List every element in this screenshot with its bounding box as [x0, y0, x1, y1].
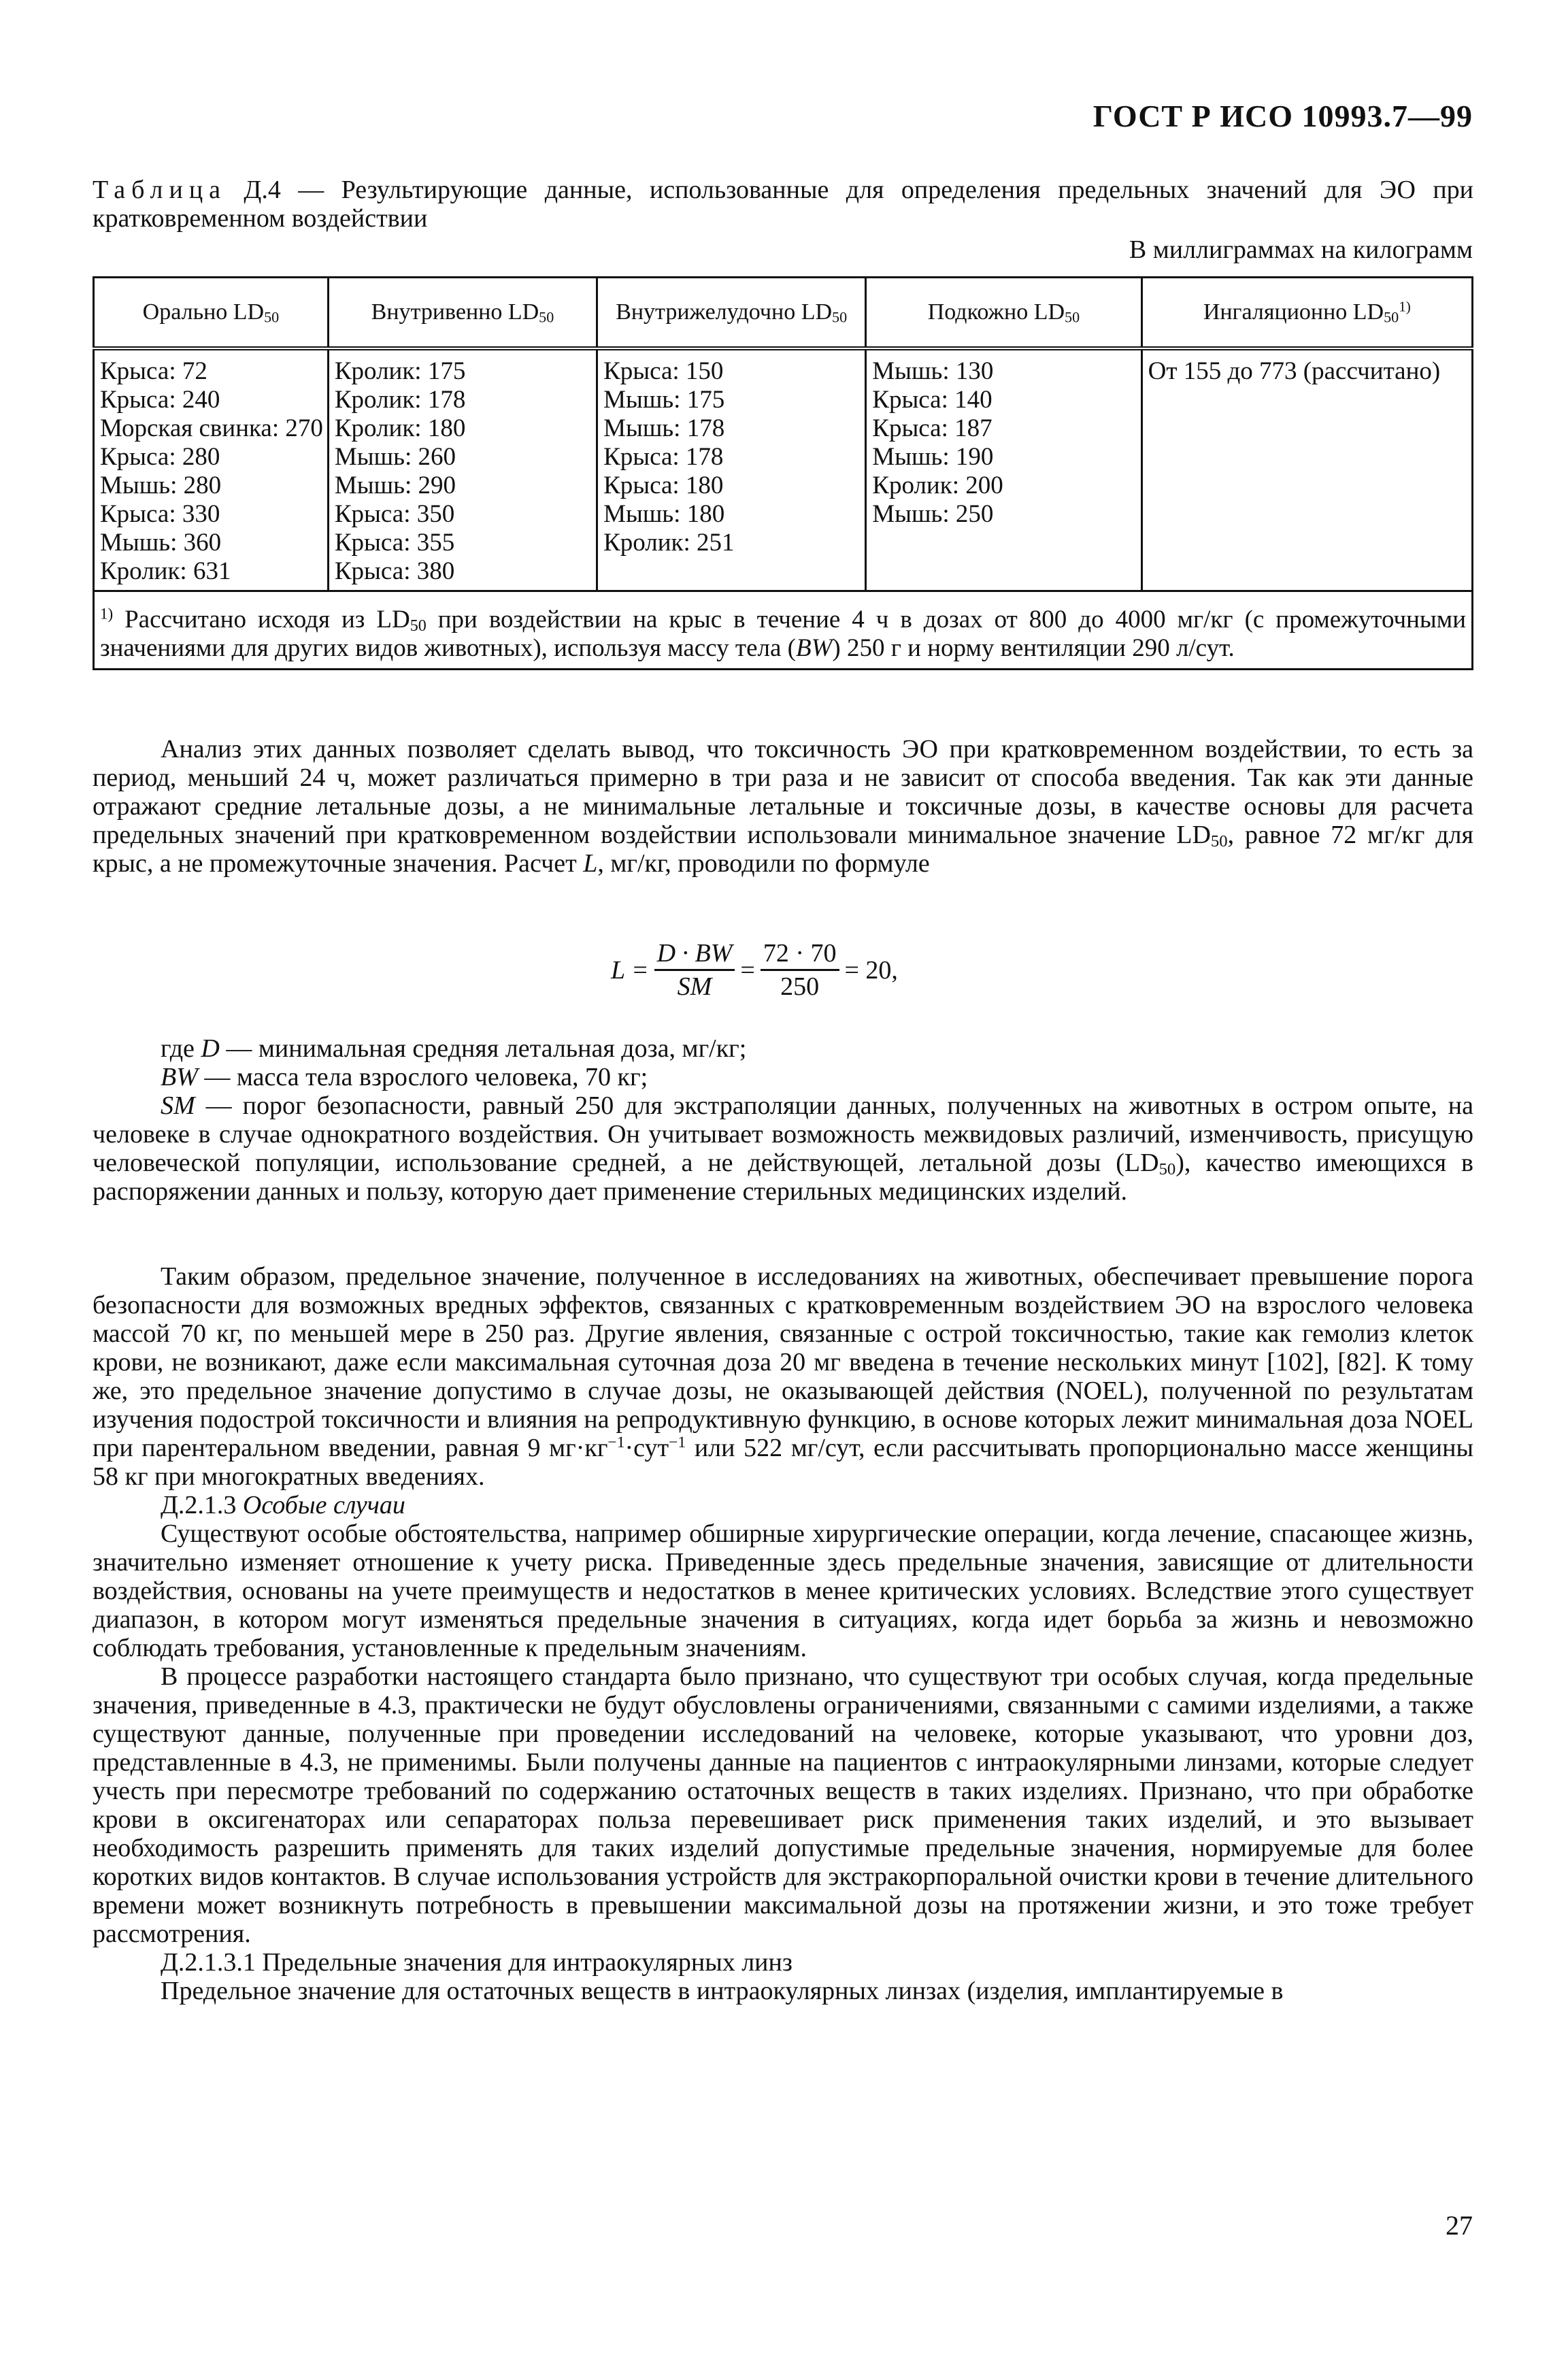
para1-a: Анализ этих данных позволяет сделать вывод, что токсичность ЭО при кратковременном воздействии, то есть за период, меньший 24 ч, может различаться примерно в три раза и не зависит от способа введения. Так как эти данные отражают средние летальные дозы, а не минимальные летальные и токсичные дозы, в качестве основы для расчета предельных значений при кратковременном воздействии использовали минимальное значение LD	[93, 735, 1473, 849]
list-item: Крыса: 150	[603, 357, 724, 385]
def-sm-text-a: — порог безопасности, равный 250 для экстраполяции данных, полученных на животных в остром опыте, на человеке в случае однократного воздействия. Он учитывает возможность межвидовых различий, изменчивость, присущую человеческой популяции, использование средней, а не действующей, летальной дозы (LD	[93, 1091, 1473, 1177]
def-sm-sub: 50	[1158, 1159, 1176, 1179]
list-item: Кролик: 631	[100, 557, 231, 585]
cell-gastric	[597, 348, 866, 591]
def-d-symbol: D	[201, 1034, 220, 1063]
footnote-text-b: при воздействии на крыс в течение 4 ч в дозах от 800 до 4000 мг/кг (с промежуточными значениями для других видов животных), используя массу тела (	[100, 606, 1466, 662]
formula-rhs: = 20,	[844, 955, 898, 985]
footnote-text-c: ) 250 г и норму вентиляции 290 л/сут.	[832, 634, 1235, 662]
list-item: Мышь: 130	[872, 357, 994, 385]
list-item: Мышь: 180	[603, 500, 725, 528]
cell-iv	[328, 348, 597, 591]
formula-definitions	[93, 1034, 1473, 1206]
formula	[611, 939, 898, 1001]
definition-d	[93, 1034, 1473, 1063]
para2-sup2: −1	[669, 1434, 686, 1452]
para2-mid: ·сут	[624, 1434, 669, 1462]
header-inhal-label: Ингаляционно LD	[1203, 299, 1384, 325]
footnote-bw: BW	[795, 634, 833, 662]
list-item: Крыса: 350	[334, 500, 455, 528]
header-iv-sub: 50	[539, 308, 554, 326]
list-item: Крыса: 180	[603, 472, 724, 499]
list-item: Кролик: 175	[334, 357, 466, 385]
header-subcut-sub: 50	[1065, 308, 1080, 326]
paragraph-three-cases: В процессе разработки настоящего стандарта было признано, что существуют три особых случая, когда предельные значения, приведенные в 4.3, практически не будут обусловлены ограничениями, связанными с самими изделиями, а также существуют данные, полученные при проведении исследований на человеке, которые указывают, что уровни доз, представленные в 4.3, не применимы. Были получены данные на пациентов с интраокулярными линзами, которые следует учесть при пересмотре требований по содержанию остаточных веществ в таких изделиях. Признано, что при обработке крови в оксигенаторах или сепараторах польза перевешивает риск применения таких изделий, и это вызывает необходимость разрешить применять для таких изделий допустимые предельные значения, нормируемые для более коротких видов контактов. В случае использования устройств для экстракорпоральной очистки крови в течение длительного времени может возникнуть потребность в превышении максимальной дозы на протяжении жизни, и это тоже требует рассмотрения.	[93, 1662, 1473, 1948]
header-footnote-mark: 1)	[1399, 298, 1411, 315]
list-item: Мышь: 360	[100, 529, 222, 557]
header-gastric	[597, 278, 866, 349]
list-item: Крыса: 72	[100, 357, 207, 385]
para2-a: Таким образом, предельное значение, полученное в исследованиях на животных, обеспечивает превышение порога безопасности для возможных вредных эффектов, связанных с кратковременным воздействием ЭО на взрослого человека массой 70 кг, по меньшей мере в 250 раз. Другие явления, связанные с острой токсичностью, такие как гемолиз клеток крови, не возникают, даже если максимальная суточная доза 20 мг введена в течение нескольких минут [102], [82]. К тому же, это предельное значение допустимо в случае дозы, не оказывающей действия (NOEL), полученной по результатам изучения подострой токсичности и влияния на репродуктивную функцию, в основе которых лежит минимальная доза NOEL при парентеральном введении, равная 9 мг·кг	[93, 1262, 1473, 1462]
definition-sm	[93, 1091, 1473, 1206]
para2-b: или 522 мг/сут, если рассчитывать пропорционально массе женщины 58 кг при многократных введениях.	[93, 1434, 1473, 1491]
cell-inhal: От 155 до 773 (рассчитано)	[1141, 348, 1472, 591]
list-item: Мышь: 178	[603, 414, 725, 442]
caption-text: Д.4 — Результирующие данные, использованные для определения предельных значений для ЭО при кратковременном воздействии	[93, 176, 1473, 233]
para1-sub: 50	[1210, 831, 1228, 851]
def-bw-text: — масса тела взрослого человека, 70 кг;	[197, 1063, 648, 1091]
cell-subcut	[866, 348, 1141, 591]
header-inhal-sub: 50	[1384, 308, 1399, 326]
formula-num-2: 72 · 70	[761, 939, 839, 971]
paragraph-analysis	[93, 735, 1473, 878]
list-item: Мышь: 190	[872, 443, 994, 471]
header-iv	[328, 278, 597, 349]
formula-den-2: 250	[780, 972, 820, 1001]
list-item: Крыса: 240	[100, 386, 220, 414]
list-item: Крыса: 330	[100, 500, 220, 528]
para2-sup1: −1	[607, 1434, 625, 1452]
list-item: Крыса: 178	[603, 443, 724, 471]
caption-lead: Таблица	[93, 176, 227, 204]
footnote-sub: 50	[410, 616, 427, 635]
list-item: Крыса: 187	[872, 414, 992, 442]
list-item: Кролик: 200	[872, 472, 1003, 499]
list-item: Мышь: 250	[872, 500, 994, 528]
def-pre: где	[161, 1034, 201, 1063]
def-sm-text-b: ), качество имеющихся в распоряжении данных и пользу, которую дает применение стерильных медицинских изделий.	[93, 1149, 1473, 1206]
paragraph-special-circumstances: Существуют особые обстоятельства, например обширные хирургические операции, когда лечение, спасающее жизнь, значительно изменяет отношение к учету риска. Приведенные здесь предельные значения, зависящие от длительности воздействия, основаны на учете преимуществ и недостатков в менее критических условиях. Вследствие этого существует диапазон, в котором могут изменяться предельные значения в ситуациях, когда идет борьба за жизнь и невозможно соблюдать требования, установленные к предельным значениям.	[93, 1519, 1473, 1662]
def-sm-symbol: SM	[161, 1091, 195, 1120]
formula-den-1: SM	[677, 972, 712, 1001]
paragraph-analysis-text	[93, 735, 1473, 878]
header-inhal	[1141, 278, 1472, 349]
footnote-mark: 1)	[100, 605, 114, 623]
header-gastric-label: Внутрижелудочно LD	[616, 299, 833, 325]
list-item: Мышь: 280	[100, 472, 222, 499]
header-iv-label: Внутривенно LD	[371, 299, 539, 325]
list-item: Мышь: 175	[603, 386, 725, 414]
table-caption	[93, 176, 1473, 233]
section-heading-iol: Д.2.1.3.1 Предельные значения для интраокулярных линз	[161, 1948, 793, 1977]
header-gastric-sub: 50	[832, 308, 848, 326]
list-item: Крыса: 380	[334, 557, 455, 585]
para1-c: , мг/кг, проводили по формуле	[597, 849, 930, 878]
header-oral-label: Орально LD	[142, 299, 265, 325]
list-item: Кролик: 180	[334, 414, 466, 442]
table-footnote-row	[94, 591, 1473, 670]
section-heading-special-cases	[93, 1491, 1473, 1519]
cell-oral	[94, 348, 329, 591]
def-bw-symbol: BW	[161, 1063, 198, 1091]
list-item: Кролик: 178	[334, 386, 466, 414]
document-header: ГОСТ Р ИСО 10993.7—99	[1092, 99, 1473, 133]
list-item: Кролик: 251	[603, 529, 735, 557]
ld50-table	[93, 276, 1473, 670]
formula-lhs: L =	[611, 955, 649, 985]
formula-frac-1	[654, 939, 735, 1001]
definition-bw	[93, 1063, 1473, 1091]
table-footnote	[94, 591, 1473, 670]
paragraph-iol-limit: Предельное значение для остаточных веществ в интраокулярных линзах (изделия, имплантируемые в	[161, 1977, 1284, 2005]
list-item: Крыса: 140	[872, 386, 992, 414]
list-item: Крыса: 280	[100, 443, 220, 471]
list-item: Мышь: 260	[334, 443, 456, 471]
header-oral-sub: 50	[264, 308, 280, 326]
para1-b: , равное 72 мг/кг для крыс, а не промежуточные значения. Расчет	[93, 821, 1473, 878]
paragraph-conclusion	[93, 1262, 1473, 2005]
list-item: Мышь: 290	[334, 472, 456, 499]
header-oral	[94, 278, 329, 349]
list-item: Морская свинка: 270	[100, 414, 323, 442]
formula-frac-2	[761, 939, 839, 1001]
paragraph-conclusion-text	[93, 1262, 1473, 1491]
para1-L: L	[583, 849, 598, 878]
def-d-text: — минимальная средняя летальная доза, мг/кг;	[219, 1034, 747, 1063]
page-number: 27	[1446, 2210, 1473, 2241]
list-item: Крыса: 355	[334, 529, 455, 557]
header-subcut-label: Подкожно LD	[927, 299, 1065, 325]
table-header-row	[94, 278, 1473, 349]
formula-num-1: D · BW	[654, 939, 735, 971]
section-title: Особые случаи	[242, 1491, 405, 1519]
table-data-row	[94, 348, 1473, 591]
units-note: В миллиграммах на килограмм	[1129, 235, 1473, 264]
header-subcut	[866, 278, 1141, 349]
section-number: Д.2.1.3	[161, 1491, 243, 1519]
formula-eq: =	[740, 955, 755, 985]
footnote-text-a: Рассчитано исходя из LD	[113, 606, 410, 633]
